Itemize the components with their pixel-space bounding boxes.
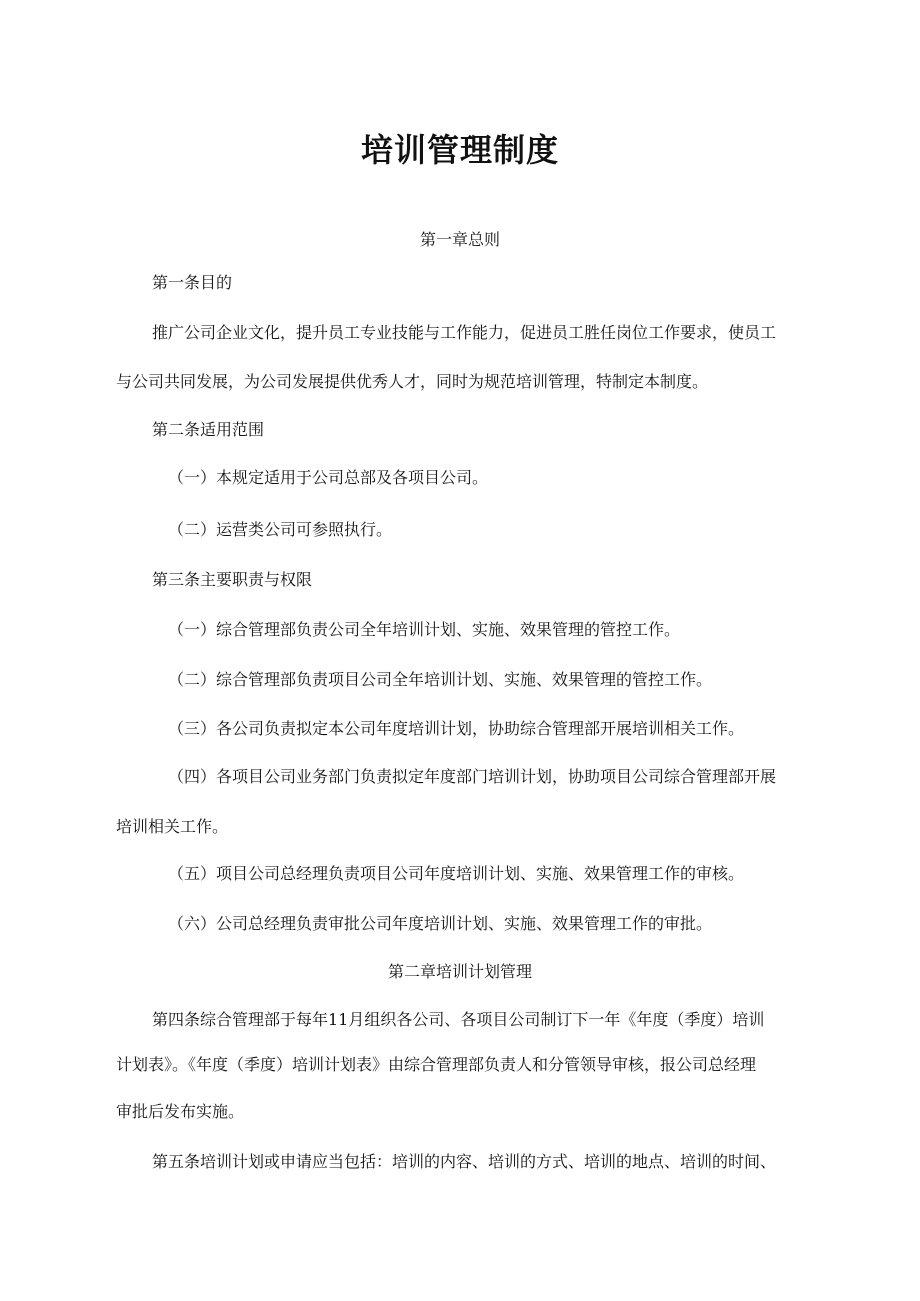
paragraph-line: 培训相关工作。	[116, 817, 229, 836]
page-title: 培训管理制度	[360, 131, 559, 169]
clause-item: （一）本规定适用于公司总部及各项目公司。	[168, 468, 489, 487]
paragraph-line: 与公司共同发展，为公司发展提供优秀人才，同时为规范培训管理，特制定本制度。	[116, 372, 709, 391]
chapter-heading: 第二章培训计划管理	[387, 962, 532, 981]
paragraph-line: 第五条培训计划或申请应当包括：培训的内容、培训的方式、培训的地点、培训的时间、	[152, 1152, 777, 1171]
article-heading: 第二条适用范围	[152, 420, 265, 439]
clause-item: （六）公司总经理负责审批公司年度培训计划、实施、效果管理工作的审批。	[168, 914, 713, 933]
clause-item: （二）综合管理部负责项目公司全年培训计划、实施、效果管理的管控工作。	[168, 670, 713, 689]
paragraph-line: 计划表》。《年度（季度）培训计划表》由综合管理部负责人和分管领导审核，报公司总经理	[116, 1055, 757, 1074]
clause-item: （五）项目公司总经理负责项目公司年度培训计划、实施、效果管理工作的审核。	[168, 864, 745, 883]
clause-item: （二）运营类公司可参照执行。	[168, 520, 393, 539]
article-heading: 第三条主要职责与权限	[152, 570, 313, 589]
article-heading: 第一条目的	[152, 273, 233, 292]
paragraph-line: 推广公司企业文化，提升员工专业技能与工作能力，促进员工胜任岗位工作要求，使员工	[152, 323, 777, 342]
paragraph-line: 第四条综合管理部于每年11月组织各公司、各项目公司制订下一年《年度（季度）培训	[152, 1010, 765, 1029]
clause-item: （四）各项目公司业务部门负责拟定年度部门培训计划，协助项目公司综合管理部开展	[168, 767, 777, 786]
chapter-heading: 第一章总则	[419, 230, 500, 249]
paragraph-line: 审批后发布实施。	[116, 1102, 245, 1121]
clause-item: （一）综合管理部负责公司全年培训计划、实施、效果管理的管控工作。	[168, 620, 681, 639]
clause-item: （三）各公司负责拟定本公司年度培训计划，协助综合管理部开展培训相关工作。	[168, 719, 745, 738]
